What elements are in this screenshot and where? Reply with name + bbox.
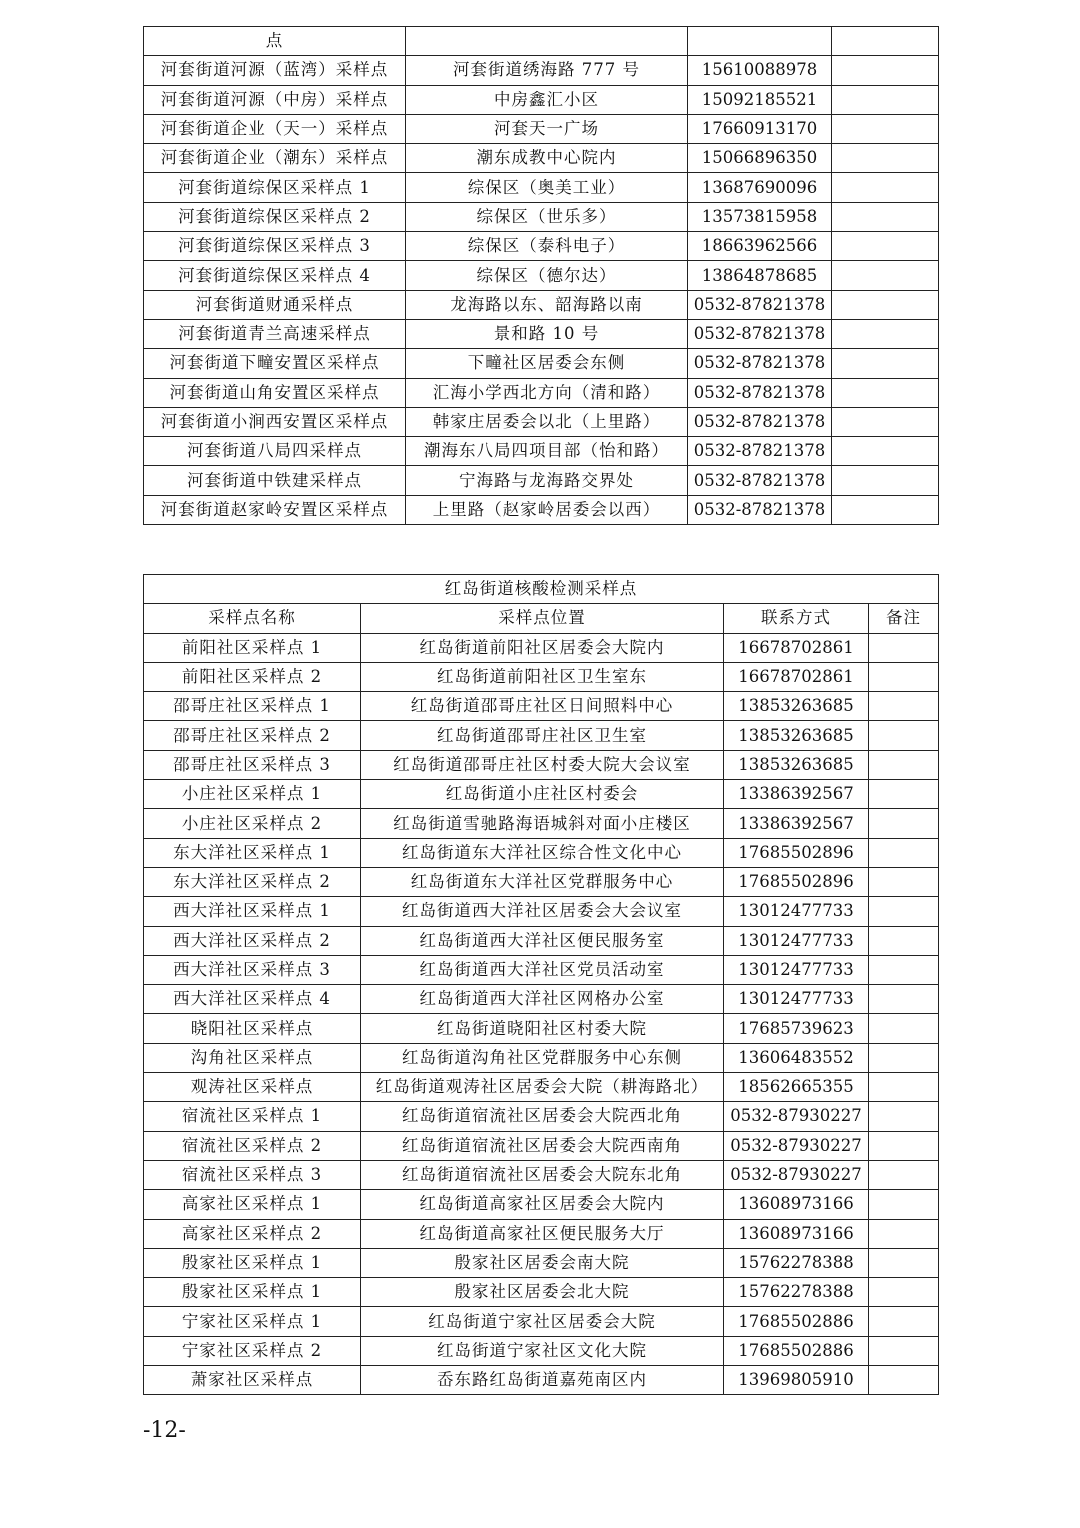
table-row — [144, 867, 939, 896]
name-cell: 前阳社区采样点 2 — [144, 662, 361, 691]
name-cell: 河套街道中铁建采样点 — [144, 466, 406, 495]
location-cell: 红岛街道晓阳社区村委大院 — [361, 1014, 724, 1043]
location-cell: 汇海小学西北方向（清和路） — [406, 378, 688, 407]
contact-cell: 0532-87821378 — [688, 407, 832, 436]
contact-cell: 13012477733 — [724, 926, 869, 955]
location-cell: 红岛街道宿流社区居委会大院西南角 — [361, 1131, 724, 1160]
table-row — [144, 1248, 939, 1277]
name-cell: 东大洋社区采样点 2 — [144, 867, 361, 896]
table-row — [144, 1307, 939, 1336]
remark-cell — [869, 838, 939, 867]
name-cell: 邵哥庄社区采样点 2 — [144, 721, 361, 750]
location-cell: 殷家社区居委会南大院 — [361, 1248, 724, 1277]
name-cell: 小庄社区采样点 1 — [144, 780, 361, 809]
page-number: -12- — [143, 1418, 186, 1443]
name-cell: 河套街道山角安置区采样点 — [144, 378, 406, 407]
contact-cell: 17685739623 — [724, 1014, 869, 1043]
contact-cell: 15066896350 — [688, 144, 832, 173]
location-cell: 潮东成教中心院内 — [406, 144, 688, 173]
contact-cell: 15610088978 — [688, 56, 832, 85]
contact-cell: 0532-87821378 — [688, 495, 832, 524]
name-cell: 河套街道财通采样点 — [144, 290, 406, 319]
name-cell: 河套街道综保区采样点 2 — [144, 202, 406, 231]
table-row — [144, 985, 939, 1014]
name-cell-continuation: 点 — [144, 27, 406, 56]
location-cell: 宁海路与龙海路交界处 — [406, 466, 688, 495]
header-name: 采样点名称 — [144, 604, 361, 633]
name-cell: 河套街道青兰高速采样点 — [144, 319, 406, 348]
remark-cell — [869, 1219, 939, 1248]
remark-cell — [832, 114, 939, 143]
name-cell: 河套街道河源（蓝湾）采样点 — [144, 56, 406, 85]
contact-cell: 0532-87821378 — [688, 378, 832, 407]
remark-cell — [869, 633, 939, 662]
contact-cell: 0532-87930227 — [724, 1131, 869, 1160]
contact-cell: 17685502886 — [724, 1336, 869, 1365]
name-cell: 河套街道河源（中房）采样点 — [144, 85, 406, 114]
name-cell: 河套街道下疃安置区采样点 — [144, 349, 406, 378]
remark-cell — [832, 173, 939, 202]
table-row — [144, 897, 939, 926]
location-cell: 红岛街道观涛社区居委会大院（耕海路北） — [361, 1073, 724, 1102]
hetao-table-body — [144, 27, 939, 525]
contact-cell: 15762278388 — [724, 1278, 869, 1307]
name-cell: 河套街道赵家岭安置区采样点 — [144, 495, 406, 524]
remark-cell — [869, 1160, 939, 1189]
location-cell: 红岛街道邵哥庄社区村委大院大会议室 — [361, 750, 724, 779]
contact-cell: 0532-87821378 — [688, 437, 832, 466]
name-cell: 宿流社区采样点 3 — [144, 1160, 361, 1189]
contact-cell: 0532-87821378 — [688, 349, 832, 378]
name-cell: 河套街道企业（天一）采样点 — [144, 114, 406, 143]
contact-cell: 13608973166 — [724, 1219, 869, 1248]
name-cell: 河套街道小涧西安置区采样点 — [144, 407, 406, 436]
table-row — [144, 378, 939, 407]
contact-cell: 16678702861 — [724, 662, 869, 691]
table-row — [144, 809, 939, 838]
table-row — [144, 1160, 939, 1189]
location-cell: 红岛街道高家社区居委会大院内 — [361, 1190, 724, 1219]
remark-cell — [869, 867, 939, 896]
remark-cell — [869, 955, 939, 984]
contact-cell: 13969805910 — [724, 1366, 869, 1395]
table-row — [144, 838, 939, 867]
location-cell: 综保区（泰科电子） — [406, 232, 688, 261]
remark-cell — [832, 202, 939, 231]
remark-cell — [869, 1131, 939, 1160]
location-cell: 红岛街道小庄社区村委会 — [361, 780, 724, 809]
table-header-row — [144, 604, 939, 633]
contact-cell: 17685502886 — [724, 1307, 869, 1336]
contact-cell: 17685502896 — [724, 838, 869, 867]
table-row — [144, 780, 939, 809]
contact-cell: 16678702861 — [724, 633, 869, 662]
remark-cell — [869, 1248, 939, 1277]
table-row — [144, 1190, 939, 1219]
table-row — [144, 1336, 939, 1365]
location-cell: 红岛街道雪驰路海语城斜对面小庄楼区 — [361, 809, 724, 838]
name-cell: 西大洋社区采样点 2 — [144, 926, 361, 955]
location-cell: 红岛街道前阳社区卫生室东 — [361, 662, 724, 691]
location-cell: 中房鑫汇小区 — [406, 85, 688, 114]
table-row — [144, 466, 939, 495]
name-cell: 宁家社区采样点 1 — [144, 1307, 361, 1336]
table-row — [144, 144, 939, 173]
remark-cell — [869, 1366, 939, 1395]
name-cell: 西大洋社区采样点 1 — [144, 897, 361, 926]
name-cell: 高家社区采样点 2 — [144, 1219, 361, 1248]
table-row — [144, 1102, 939, 1131]
contact-cell: 13853263685 — [724, 721, 869, 750]
remark-cell — [832, 144, 939, 173]
contact-cell: 13573815958 — [688, 202, 832, 231]
table-row — [144, 202, 939, 231]
contact-cell: 18562665355 — [724, 1073, 869, 1102]
remark-cell — [832, 378, 939, 407]
table-row — [144, 1043, 939, 1072]
location-cell: 红岛街道沟角社区党群服务中心东侧 — [361, 1043, 724, 1072]
location-cell: 红岛街道西大洋社区网格办公室 — [361, 985, 724, 1014]
table-row — [144, 495, 939, 524]
remark-cell — [869, 721, 939, 750]
name-cell: 宿流社区采样点 1 — [144, 1102, 361, 1131]
name-cell: 河套街道企业（潮东）采样点 — [144, 144, 406, 173]
remark-cell — [869, 897, 939, 926]
contact-cell: 0532-87821378 — [688, 466, 832, 495]
contact-cell: 13386392567 — [724, 780, 869, 809]
location-cell: 综保区（奥美工业） — [406, 173, 688, 202]
contact-cell: 17660913170 — [688, 114, 832, 143]
remark-cell — [869, 1073, 939, 1102]
remark-cell — [869, 1014, 939, 1043]
location-cell: 上里路（赵家岭居委会以西） — [406, 495, 688, 524]
remark-cell — [832, 261, 939, 290]
table-row — [144, 1219, 939, 1248]
contact-cell: 15092185521 — [688, 85, 832, 114]
contact-cell: 0532-87930227 — [724, 1160, 869, 1189]
table-row — [144, 1073, 939, 1102]
table-row — [144, 232, 939, 261]
remark-cell — [869, 692, 939, 721]
name-cell: 高家社区采样点 1 — [144, 1190, 361, 1219]
remark-cell — [832, 85, 939, 114]
location-cell: 岙东路红岛街道嘉苑南区内 — [361, 1366, 724, 1395]
location-cell: 下疃社区居委会东侧 — [406, 349, 688, 378]
name-cell: 河套街道综保区采样点 3 — [144, 232, 406, 261]
header-remark: 备注 — [869, 604, 939, 633]
contact-cell: 0532-87930227 — [724, 1102, 869, 1131]
remark-cell — [869, 1102, 939, 1131]
remark-cell — [832, 27, 939, 56]
location-cell: 综保区（德尔达） — [406, 261, 688, 290]
name-cell: 东大洋社区采样点 1 — [144, 838, 361, 867]
contact-cell: 13687690096 — [688, 173, 832, 202]
location-cell: 韩家庄居委会以北（上里路） — [406, 407, 688, 436]
contact-cell: 13386392567 — [724, 809, 869, 838]
hetao-sampling-table — [143, 26, 939, 525]
remark-cell — [832, 56, 939, 85]
table-row — [144, 290, 939, 319]
remark-cell — [869, 985, 939, 1014]
remark-cell — [869, 926, 939, 955]
remark-cell — [832, 466, 939, 495]
remark-cell — [869, 662, 939, 691]
table-row — [144, 27, 939, 56]
contact-cell: 13012477733 — [724, 897, 869, 926]
table-row — [144, 261, 939, 290]
remark-cell — [869, 1307, 939, 1336]
location-cell: 红岛街道宁家社区居委会大院 — [361, 1307, 724, 1336]
remark-cell — [832, 319, 939, 348]
location-cell: 龙海路以东、韶海路以南 — [406, 290, 688, 319]
contact-cell: 13853263685 — [724, 750, 869, 779]
table-title: 红岛街道核酸检测采样点 — [144, 575, 939, 604]
name-cell: 西大洋社区采样点 4 — [144, 985, 361, 1014]
location-cell: 红岛街道邵哥庄社区卫生室 — [361, 721, 724, 750]
name-cell: 宿流社区采样点 2 — [144, 1131, 361, 1160]
name-cell: 西大洋社区采样点 3 — [144, 955, 361, 984]
table-row — [144, 1366, 939, 1395]
table-row — [144, 633, 939, 662]
name-cell: 宁家社区采样点 2 — [144, 1336, 361, 1365]
name-cell: 晓阳社区采样点 — [144, 1014, 361, 1043]
location-cell: 红岛街道东大洋社区党群服务中心 — [361, 867, 724, 896]
contact-cell: 0532-87821378 — [688, 290, 832, 319]
remark-cell — [869, 750, 939, 779]
contact-cell: 17685502896 — [724, 867, 869, 896]
table-row — [144, 349, 939, 378]
name-cell: 前阳社区采样点 1 — [144, 633, 361, 662]
table-row — [144, 955, 939, 984]
location-cell — [406, 27, 688, 56]
name-cell: 邵哥庄社区采样点 3 — [144, 750, 361, 779]
table-row — [144, 662, 939, 691]
table-row — [144, 1278, 939, 1307]
table-row — [144, 407, 939, 436]
table-row — [144, 437, 939, 466]
hongdao-table-body — [144, 575, 939, 1395]
header-location: 采样点位置 — [361, 604, 724, 633]
remark-cell — [832, 232, 939, 261]
remark-cell — [869, 780, 939, 809]
table-row — [144, 750, 939, 779]
contact-cell: 18663962566 — [688, 232, 832, 261]
location-cell: 河套天一广场 — [406, 114, 688, 143]
name-cell: 河套街道综保区采样点 4 — [144, 261, 406, 290]
contact-cell: 13012477733 — [724, 955, 869, 984]
contact-cell: 13608973166 — [724, 1190, 869, 1219]
remark-cell — [832, 495, 939, 524]
location-cell: 景和路 10 号 — [406, 319, 688, 348]
location-cell: 潮海东八局四项目部（怡和路） — [406, 437, 688, 466]
table-row — [144, 692, 939, 721]
contact-cell: 13606483552 — [724, 1043, 869, 1072]
remark-cell — [869, 1336, 939, 1365]
header-contact: 联系方式 — [724, 604, 869, 633]
location-cell: 红岛街道西大洋社区党员活动室 — [361, 955, 724, 984]
contact-cell: 13864878685 — [688, 261, 832, 290]
contact-cell: 0532-87821378 — [688, 319, 832, 348]
remark-cell — [832, 407, 939, 436]
remark-cell — [832, 437, 939, 466]
remark-cell — [869, 1278, 939, 1307]
name-cell: 邵哥庄社区采样点 1 — [144, 692, 361, 721]
table-row — [144, 926, 939, 955]
location-cell: 河套街道绣海路 777 号 — [406, 56, 688, 85]
table-row — [144, 56, 939, 85]
contact-cell: 13012477733 — [724, 985, 869, 1014]
location-cell: 红岛街道宿流社区居委会大院东北角 — [361, 1160, 724, 1189]
location-cell: 红岛街道宿流社区居委会大院西北角 — [361, 1102, 724, 1131]
remark-cell — [869, 809, 939, 838]
name-cell: 观涛社区采样点 — [144, 1073, 361, 1102]
name-cell: 沟角社区采样点 — [144, 1043, 361, 1072]
location-cell: 红岛街道东大洋社区综合性文化中心 — [361, 838, 724, 867]
remark-cell — [869, 1043, 939, 1072]
name-cell: 河套街道综保区采样点 1 — [144, 173, 406, 202]
location-cell: 红岛街道邵哥庄社区日间照料中心 — [361, 692, 724, 721]
remark-cell — [832, 290, 939, 319]
name-cell: 萧家社区采样点 — [144, 1366, 361, 1395]
remark-cell — [832, 349, 939, 378]
contact-cell: 13853263685 — [724, 692, 869, 721]
hongdao-sampling-table — [143, 574, 939, 1395]
name-cell: 小庄社区采样点 2 — [144, 809, 361, 838]
location-cell: 红岛街道前阳社区居委会大院内 — [361, 633, 724, 662]
location-cell: 综保区（世乐多） — [406, 202, 688, 231]
table-row — [144, 721, 939, 750]
table-row — [144, 319, 939, 348]
table-row — [144, 1131, 939, 1160]
contact-cell: 15762278388 — [724, 1248, 869, 1277]
name-cell: 河套街道八局四采样点 — [144, 437, 406, 466]
table-row — [144, 85, 939, 114]
table-row — [144, 1014, 939, 1043]
name-cell: 殷家社区采样点 1 — [144, 1278, 361, 1307]
table-row — [144, 114, 939, 143]
location-cell: 红岛街道宁家社区文化大院 — [361, 1336, 724, 1365]
table-row — [144, 173, 939, 202]
table-title-row — [144, 575, 939, 604]
remark-cell — [869, 1190, 939, 1219]
location-cell: 红岛街道西大洋社区居委会大会议室 — [361, 897, 724, 926]
location-cell: 红岛街道西大洋社区便民服务室 — [361, 926, 724, 955]
location-cell: 殷家社区居委会北大院 — [361, 1278, 724, 1307]
location-cell: 红岛街道高家社区便民服务大厅 — [361, 1219, 724, 1248]
contact-cell — [688, 27, 832, 56]
name-cell: 殷家社区采样点 1 — [144, 1248, 361, 1277]
